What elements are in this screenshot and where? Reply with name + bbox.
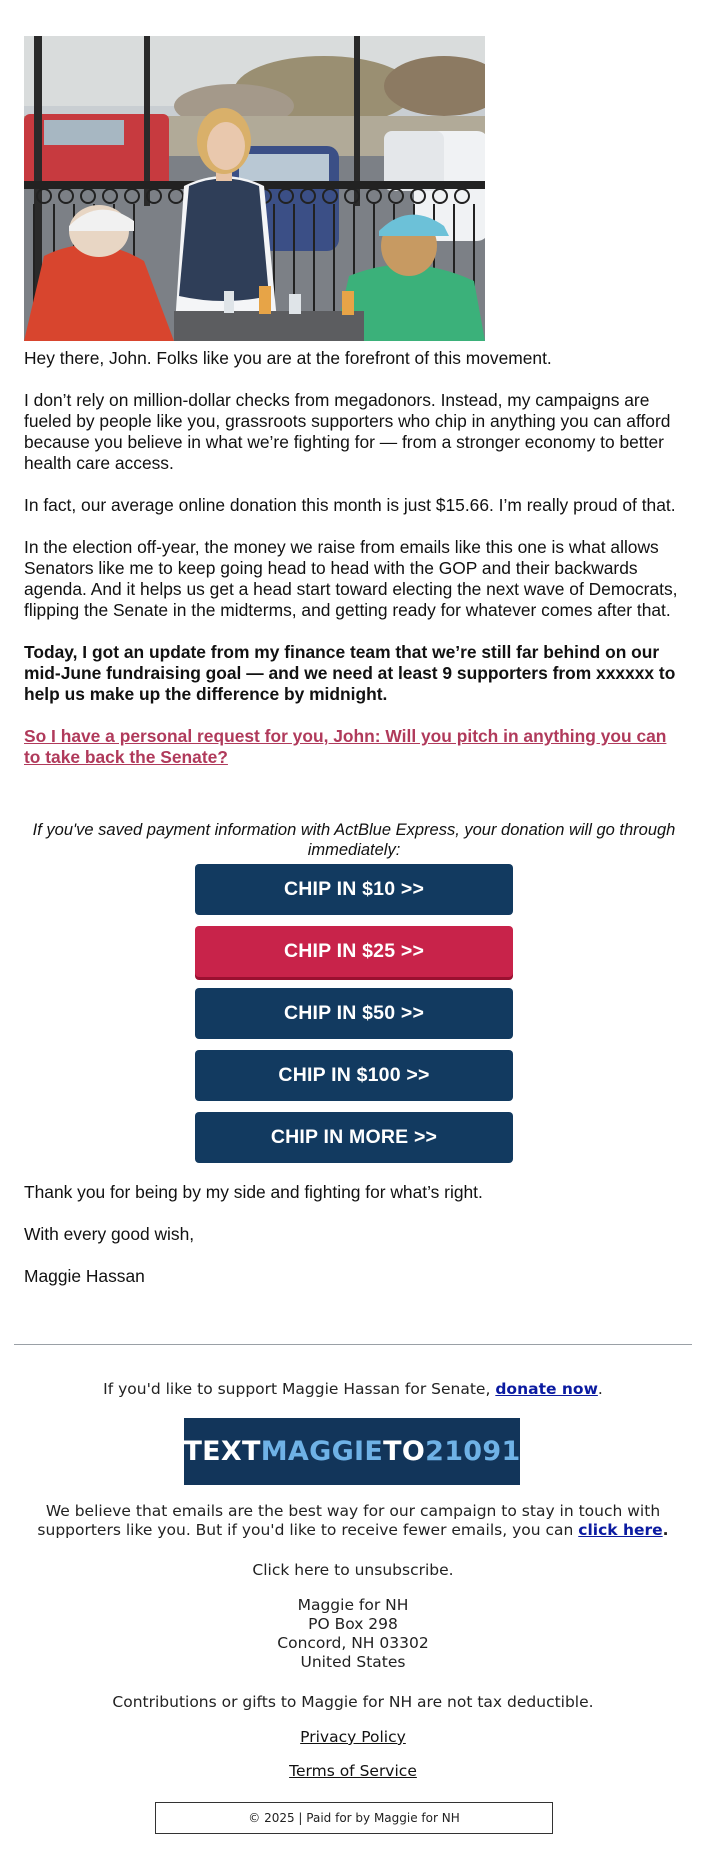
tax-note: Contributions or gifts to Maggie for NH are not tax deductible. bbox=[112, 1693, 594, 1711]
chip-in-100-button[interactable]: CHIP IN $100 >> bbox=[195, 1050, 513, 1101]
fewer-emails-note bbox=[14, 1502, 692, 1540]
support-suffix: . bbox=[597, 1380, 603, 1398]
fewer-emails-suffix: . bbox=[662, 1521, 669, 1539]
paragraph-megadonors: I don’t rely on million-dollar checks from megadonors. Instead, my campaigns are fueled by people like you, grassroots supporters who chip in anything you can afford because you believe in what we’re fighting for — from a stronger economy to better health care access. bbox=[24, 390, 671, 473]
chip-in-10-button[interactable]: CHIP IN $10 >> bbox=[195, 864, 513, 915]
paid-for-disclaimer: © 2025 | Paid for by Maggie for NH bbox=[155, 1802, 553, 1834]
donate-now-link[interactable]: donate now bbox=[495, 1380, 598, 1398]
hero-photo-illustration bbox=[24, 36, 485, 341]
text-maggie-banner[interactable] bbox=[184, 1418, 520, 1485]
banner-text-2: TO bbox=[383, 1436, 426, 1467]
paragraph-off-year: In the election off-year, the money we raise from emails like this one is what allows Senators like me to keep going head to head with the GOP and their backwards agenda. And it helps us get a head start toward electing the next wave of Democrats, flipping the Senate in the midterms, and getting ready for whatever comes after that. bbox=[24, 537, 678, 620]
signature: Maggie Hassan bbox=[24, 1266, 145, 1286]
terms-of-service-link[interactable]: Terms of Service bbox=[289, 1762, 417, 1780]
address-line: PO Box 298 bbox=[308, 1615, 398, 1633]
address-line: Concord, NH 03302 bbox=[277, 1634, 429, 1652]
banner-shortcode: 21091 bbox=[425, 1436, 521, 1467]
paragraph-finance-update: Today, I got an update from my finance team that we’re still far behind on our mid-June fundraising goal — and we need at least 9 supporters from xxxxxx to help us make up the difference by midnight. bbox=[24, 642, 676, 704]
mailing-address bbox=[14, 1596, 692, 1672]
actblue-express-note: If you've saved payment information with ActBlue Express, your donation will go through immediately: bbox=[32, 821, 676, 859]
fewer-emails-text: We believe that emails are the best way for our campaign to stay in touch with supporters like you. But if you'd like to receive fewer emails, you can bbox=[37, 1502, 661, 1539]
banner-keyword: MAGGIE bbox=[260, 1436, 384, 1467]
thanks-text: Thank you for being by my side and fighting for what’s right. bbox=[24, 1182, 483, 1202]
address-line: United States bbox=[300, 1653, 406, 1671]
hero-photo bbox=[24, 36, 485, 341]
signoff-text: With every good wish, bbox=[24, 1224, 195, 1244]
paragraph-average-donation: In fact, our average online donation this month is just $15.66. I’m really proud of that. bbox=[24, 495, 676, 515]
unsubscribe-link[interactable]: Click here to unsubscribe. bbox=[252, 1561, 454, 1579]
greeting: Hey there, John. Folks like you are at the forefront of this movement. bbox=[24, 348, 552, 368]
chip-in-more-button[interactable]: CHIP IN MORE >> bbox=[195, 1112, 513, 1163]
closing bbox=[24, 1182, 684, 1308]
personal-request-link[interactable]: So I have a personal request for you, John: Will you pitch in anything you can to take back the Senate? bbox=[24, 726, 667, 767]
footer-divider bbox=[14, 1344, 692, 1345]
banner-text-1: TEXT bbox=[183, 1436, 261, 1467]
fewer-emails-link[interactable]: click here bbox=[578, 1521, 663, 1539]
support-text: If you'd like to support Maggie Hassan for Senate, bbox=[103, 1380, 496, 1398]
support-line bbox=[14, 1380, 692, 1399]
chip-in-25-button[interactable]: CHIP IN $25 >> bbox=[195, 926, 513, 977]
privacy-policy-link[interactable]: Privacy Policy bbox=[300, 1728, 406, 1746]
chip-in-50-button[interactable]: CHIP IN $50 >> bbox=[195, 988, 513, 1039]
address-line: Maggie for NH bbox=[297, 1596, 409, 1614]
message-body bbox=[24, 348, 684, 768]
